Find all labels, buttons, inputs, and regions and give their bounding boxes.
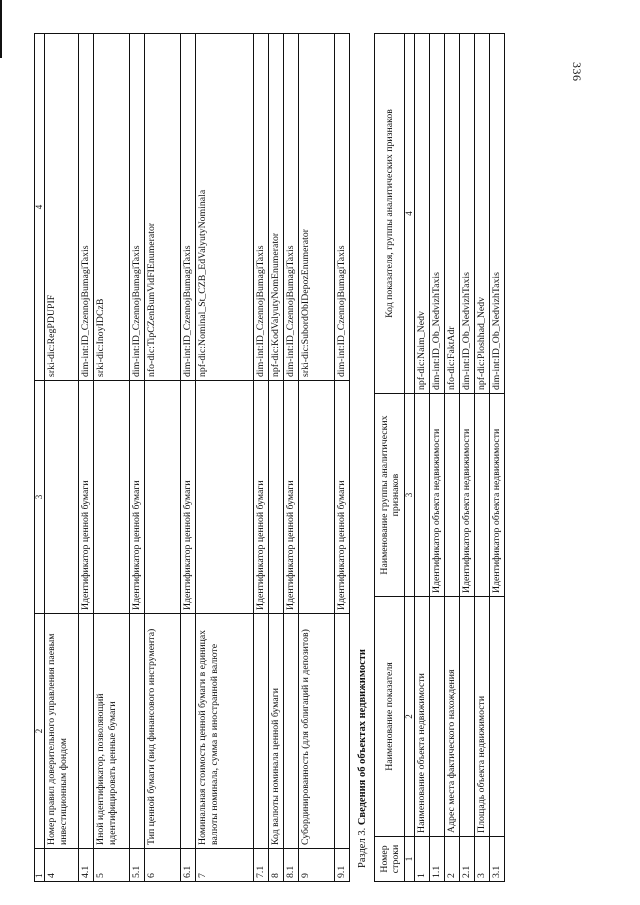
indicator-name bbox=[430, 597, 445, 837]
indicator-name bbox=[79, 614, 94, 849]
rotated-page-content bbox=[34, 34, 594, 882]
group-name bbox=[269, 381, 284, 614]
row-number: 7.1 bbox=[254, 849, 269, 882]
table-row bbox=[490, 34, 505, 882]
column-header: Код показателя, группы аналитических признаков bbox=[375, 34, 405, 394]
column-header: Наименование группы аналитических признаков bbox=[375, 394, 405, 597]
row-number: 7 bbox=[196, 849, 254, 882]
indicator-name bbox=[490, 597, 505, 837]
table-row bbox=[130, 34, 145, 882]
indicator-code: dim-int:ID_CzennojBumagiTaxis bbox=[130, 34, 145, 381]
group-name: Идентификатор ценной бумаги bbox=[130, 381, 145, 614]
indicator-name: Иной идентификатор, позволяющий идентифицировать ценные бумаги bbox=[94, 614, 130, 849]
group-name bbox=[415, 394, 430, 597]
indicator-code: nfo-dic:TipCZenBumVidFIEnumerator bbox=[145, 34, 181, 381]
group-name bbox=[145, 381, 181, 614]
indicator-code: dim-int:ID_CzennojBumagiTaxis bbox=[335, 34, 350, 381]
table-row bbox=[284, 34, 299, 882]
section-title: Сведения об объектах недвижимости bbox=[357, 649, 368, 826]
real-estate-table bbox=[374, 33, 505, 882]
row-number: 1 bbox=[415, 837, 430, 882]
group-name bbox=[45, 381, 79, 614]
table-row bbox=[79, 34, 94, 882]
group-name: Идентификатор ценной бумаги bbox=[254, 381, 269, 614]
table-row bbox=[181, 34, 196, 882]
table-row bbox=[460, 34, 475, 882]
indicator-code: npf-dic:Ploshhad_Nedv bbox=[475, 34, 490, 394]
indicator-code: srki-dic:RegPDUPIF bbox=[45, 34, 79, 381]
column-number: 1 bbox=[405, 837, 415, 882]
column-header: Наименование показателя bbox=[375, 597, 405, 837]
indicator-name bbox=[254, 614, 269, 849]
table-row bbox=[145, 34, 181, 882]
indicator-name bbox=[181, 614, 196, 849]
row-number: 4 bbox=[45, 849, 79, 882]
indicator-code: srki-dic:InoyIDCzB bbox=[94, 34, 130, 381]
indicator-code: npf-dic:KodValyutyNomEnumerator bbox=[269, 34, 284, 381]
row-number: 3.1 bbox=[490, 837, 505, 882]
group-name bbox=[299, 381, 335, 614]
table-row bbox=[415, 34, 430, 882]
table-row bbox=[94, 34, 130, 882]
table-row bbox=[299, 34, 335, 882]
row-number: 2 bbox=[445, 837, 460, 882]
row-number: 4.1 bbox=[79, 849, 94, 882]
indicator-name: Площадь объекта недвижимости bbox=[475, 597, 490, 837]
indicator-code: dim-int:ID_CzennojBumagiTaxis bbox=[284, 34, 299, 381]
table-row bbox=[430, 34, 445, 882]
group-name: Идентификатор объекта недвижимости bbox=[490, 394, 505, 597]
indicator-code: srki-dic:SubordObIDepozEnumerator bbox=[299, 34, 335, 381]
group-name bbox=[445, 394, 460, 597]
section-prefix: Раздел 3. bbox=[357, 827, 368, 868]
section-heading bbox=[356, 649, 369, 868]
column-number: 1 bbox=[35, 849, 45, 882]
row-number: 6.1 bbox=[181, 849, 196, 882]
indicator-code: dim-int:ID_Ob_NedvizhTaxis bbox=[490, 34, 505, 394]
indicator-name bbox=[460, 597, 475, 837]
indicator-code: dim-int:ID_CzennojBumagiTaxis bbox=[79, 34, 94, 381]
table-row bbox=[335, 34, 350, 882]
group-name: Идентификатор ценной бумаги bbox=[79, 381, 94, 614]
indicator-name: Тип ценной бумаги (вид финансового инструмента) bbox=[145, 614, 181, 849]
column-number: 3 bbox=[35, 381, 45, 614]
indicator-code: dim-int:ID_Ob_NedvizhTaxis bbox=[460, 34, 475, 394]
table-row bbox=[196, 34, 254, 882]
indicator-code: npf-dic:Nominal_St_CZB_EdValyutyNominala bbox=[196, 34, 254, 381]
row-number: 9.1 bbox=[335, 849, 350, 882]
indicator-code: dim-int:ID_CzennojBumagiTaxis bbox=[254, 34, 269, 381]
indicator-name bbox=[335, 614, 350, 849]
row-number: 5.1 bbox=[130, 849, 145, 882]
column-number-row bbox=[405, 34, 415, 882]
row-number: 9 bbox=[299, 849, 335, 882]
row-number: 2.1 bbox=[460, 837, 475, 882]
column-number: 4 bbox=[35, 34, 45, 381]
table-row bbox=[445, 34, 460, 882]
column-number-row bbox=[35, 34, 45, 882]
table-row bbox=[269, 34, 284, 882]
indicator-name: Номинальная стоимость ценной бумаги в единицах валюты номинала, сумма в иностранной валюте bbox=[196, 614, 254, 849]
group-name: Идентификатор ценной бумаги bbox=[335, 381, 350, 614]
group-name: Идентификатор ценной бумаги bbox=[181, 381, 196, 614]
row-number: 8 bbox=[269, 849, 284, 882]
column-header: Номер строки bbox=[375, 837, 405, 882]
row-number: 8.1 bbox=[284, 849, 299, 882]
row-number: 6 bbox=[145, 849, 181, 882]
table-row bbox=[254, 34, 269, 882]
indicator-name: Номер правил доверительного управления паевым инвестиционным фондом bbox=[45, 614, 79, 849]
group-name: Идентификатор объекта недвижимости bbox=[430, 394, 445, 597]
column-number: 2 bbox=[405, 597, 415, 837]
group-name: Идентификатор ценной бумаги bbox=[284, 381, 299, 614]
indicator-code: dim-int:ID_CzennojBumagiTaxis bbox=[181, 34, 196, 381]
group-name bbox=[196, 381, 254, 614]
group-name bbox=[475, 394, 490, 597]
group-name bbox=[94, 381, 130, 614]
indicator-name: Код валюты номинала ценной бумаги bbox=[269, 614, 284, 849]
column-number: 4 bbox=[405, 34, 415, 394]
indicator-code: npf-dic:Naim_Nedv bbox=[415, 34, 430, 394]
group-name: Идентификатор объекта недвижимости bbox=[460, 394, 475, 597]
page-edge-rule bbox=[0, 0, 2, 58]
row-number: 5 bbox=[94, 849, 130, 882]
indicator-name bbox=[130, 614, 145, 849]
page-number: 336 bbox=[570, 62, 584, 82]
securities-table bbox=[34, 33, 350, 882]
column-number: 2 bbox=[35, 614, 45, 849]
indicator-code: dim-int:ID_Ob_NedvizhTaxis bbox=[430, 34, 445, 394]
table-row bbox=[45, 34, 79, 882]
row-number: 1.1 bbox=[430, 837, 445, 882]
column-number: 3 bbox=[405, 394, 415, 597]
indicator-name bbox=[284, 614, 299, 849]
indicator-name: Адрес места фактического нахождения bbox=[445, 597, 460, 837]
row-number: 3 bbox=[475, 837, 490, 882]
indicator-name: Субординированность (для облигаций и депозитов) bbox=[299, 614, 335, 849]
indicator-name: Наименование объекта недвижимости bbox=[415, 597, 430, 837]
table-row bbox=[475, 34, 490, 882]
indicator-code: nfo-dic:FaktAdr bbox=[445, 34, 460, 394]
header-row bbox=[375, 34, 405, 882]
